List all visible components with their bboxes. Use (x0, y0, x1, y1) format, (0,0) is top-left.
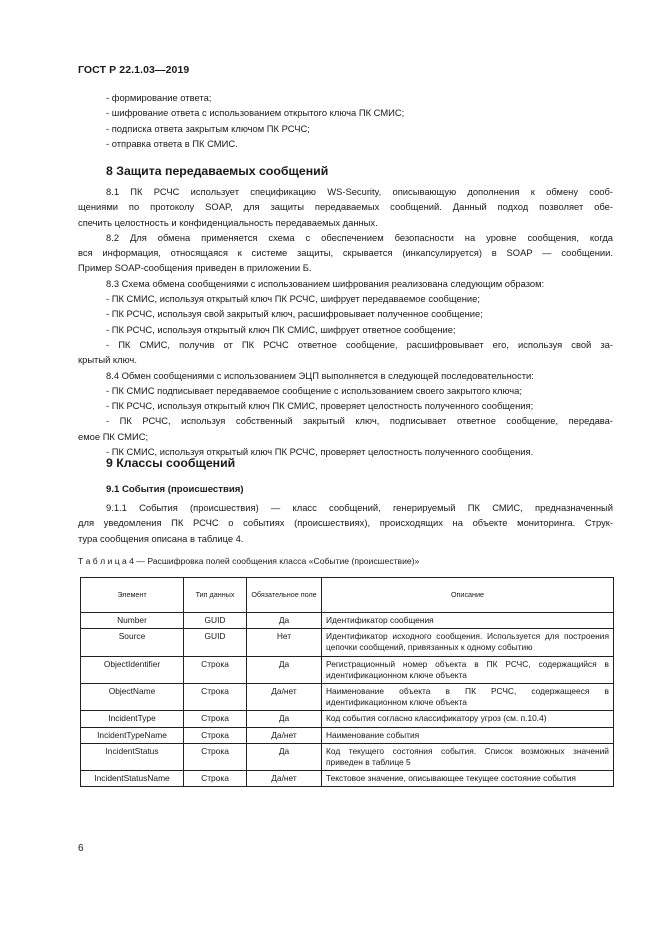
cell-element: IncidentStatusName (81, 771, 184, 787)
intro-list (78, 90, 613, 151)
table-row (81, 771, 614, 787)
text-line: 8.3 Схема обмена сообщениями с использованием шифрования реализована следующим образом: (106, 277, 545, 289)
text-line: тура сообщения описана в таблице 4. (78, 532, 244, 544)
cell-required: Да (247, 711, 322, 727)
cell-element: ObjectName (81, 684, 184, 711)
text-line: вся информация, относящаяся к системе защиты, скрывается (инкапсулируется) в SOAP — сообщении. (78, 247, 613, 259)
section-8-body (78, 184, 613, 459)
section-8-heading: 8 Защита передаваемых сообщений (106, 164, 329, 178)
column-header: Элемент (81, 578, 184, 613)
column-header: Тип данных (184, 578, 247, 613)
cell-required: Да/нет (247, 684, 322, 711)
text-line: - ПК СМИС, получив от ПК РСЧС ответное сообщение, расшифровывает его, используя свой за- (106, 338, 613, 350)
cell-type: Строка (184, 711, 247, 727)
cell-type: Строка (184, 727, 247, 743)
cell-type: GUID (184, 629, 247, 656)
cell-description: Код события согласно классификатору угроз (см. п.10.4) (322, 711, 614, 727)
cell-description: Идентификатор сообщения (322, 613, 614, 629)
cell-required: Да/нет (247, 727, 322, 743)
cell-required: Да (247, 743, 322, 770)
text-line: для уведомления ПК РСЧС о событиях (происшествиях), происходящих на объекте мониторинга. Струк- (78, 517, 613, 529)
table-row (81, 743, 614, 770)
text-line: 8.2 Для обмена применяется схема с обеспечением безопасности на уровне сообщения, когда (106, 231, 613, 243)
list-item: - отправка ответа в ПК СМИС. (106, 137, 238, 149)
cell-element: IncidentStatus (81, 743, 184, 770)
table-row (81, 711, 614, 727)
column-header: Описание (322, 578, 614, 613)
text-line: - ПК СМИС подписывает передаваемое сообщение с использованием своего закрытого ключа; (106, 384, 522, 396)
table-header-row (81, 578, 614, 613)
cell-element: Source (81, 629, 184, 656)
list-item: - формирование ответа; (106, 92, 212, 103)
section-9-heading: 9 Классы сообщений (106, 456, 236, 470)
section-9-body (78, 500, 613, 546)
text-line: спечить целостность и конфиденциальность передаваемых данных. (78, 216, 378, 228)
cell-description: Наименование объекта в ПК РСЧС, содержащееся в идентификационном ключе объекта (322, 684, 614, 711)
cell-type: GUID (184, 613, 247, 629)
table-row (81, 684, 614, 711)
cell-type: Строка (184, 684, 247, 711)
text-line: Пример SOAP-сообщения приведен в приложении Б. (78, 262, 312, 274)
cell-element: IncidentType (81, 711, 184, 727)
page-number: 6 (78, 843, 84, 854)
fields-table (80, 577, 614, 787)
cell-type: Строка (184, 771, 247, 787)
table-caption: Т а б л и ц а 4 — Расшифровка полей сообщения класса «Событие (происшествие)» (78, 556, 420, 566)
text-line: 9.1.1 События (происшествия) — класс сообщений, генерируемый ПК СМИС, предназначенный (106, 502, 613, 513)
list-item: - подписка ответа закрытым ключом ПК РСЧС; (106, 122, 310, 134)
cell-element: ObjectIdentifier (81, 656, 184, 683)
cell-description: Идентификатор исходного сообщения. Используется для построения цепочки сообщений, привязанных к одному событию (322, 629, 614, 656)
text-line: крытый ключ. (78, 354, 137, 366)
text-line: 8.1 ПК РСЧС использует спецификацию WS-Security, описывающую дополнения к обмену сооб- (106, 186, 613, 197)
text-line: щениями по протоколу SOAP, для защиты передаваемых сообщений. Данный подход позволяет обе- (78, 201, 613, 213)
text-line: - ПК РСЧС, используя открытый ключ ПК СМИС, шифрует ответное сообщение; (106, 323, 456, 335)
table-row (81, 629, 614, 656)
text-line: - ПК РСЧС, используя собственный закрытый ключ, подписывает ответное сообщение, передава- (106, 415, 613, 427)
text-line: - ПК СМИС, используя открытый ключ ПК РСЧС, шифрует передаваемое сообщение; (106, 293, 480, 305)
table-row (81, 656, 614, 683)
cell-required: Да (247, 613, 322, 629)
cell-type: Строка (184, 743, 247, 770)
document-header: ГОСТ Р 22.1.03—2019 (78, 64, 190, 76)
cell-required: Нет (247, 629, 322, 656)
cell-description: Текстовое значение, описывающее текущее состояние события (322, 771, 614, 787)
column-header: Обязательное поле (247, 578, 322, 613)
cell-required: Да (247, 656, 322, 683)
text-line: емое ПК СМИС; (78, 430, 149, 442)
cell-description: Код текущего состояния события. Список возможных значений приведен в таблице 5 (322, 743, 614, 770)
text-line: - ПК СМИС, используя открытый ключ ПК РСЧС, проверяет целостность полученного сообщения. (106, 446, 534, 458)
table-row (81, 727, 614, 743)
cell-element: IncidentTypeName (81, 727, 184, 743)
subsection-9-1-heading: 9.1 События (происшествия) (106, 484, 244, 495)
text-line: - ПК РСЧС, используя открытый ключ ПК СМИС, проверяет целостность полученного сообщения; (106, 400, 534, 412)
cell-element: Number (81, 613, 184, 629)
list-item: - шифрование ответа с использованием открытого ключа ПК СМИС; (106, 107, 405, 119)
cell-description: Регистрационный номер объекта в ПК РСЧС, содержащийся в идентификационном ключе объекта (322, 656, 614, 683)
cell-type: Строка (184, 656, 247, 683)
table-row (81, 613, 614, 629)
cell-required: Да/нет (247, 771, 322, 787)
text-line: - ПК РСЧС, используя свой закрытый ключ, расшифровывает полученное сообщение; (106, 308, 483, 320)
cell-description: Наименование события (322, 727, 614, 743)
text-line: 8.4 Обмен сообщениями с использованием ЭЦП выполняется в следующей последовательности: (106, 369, 534, 381)
